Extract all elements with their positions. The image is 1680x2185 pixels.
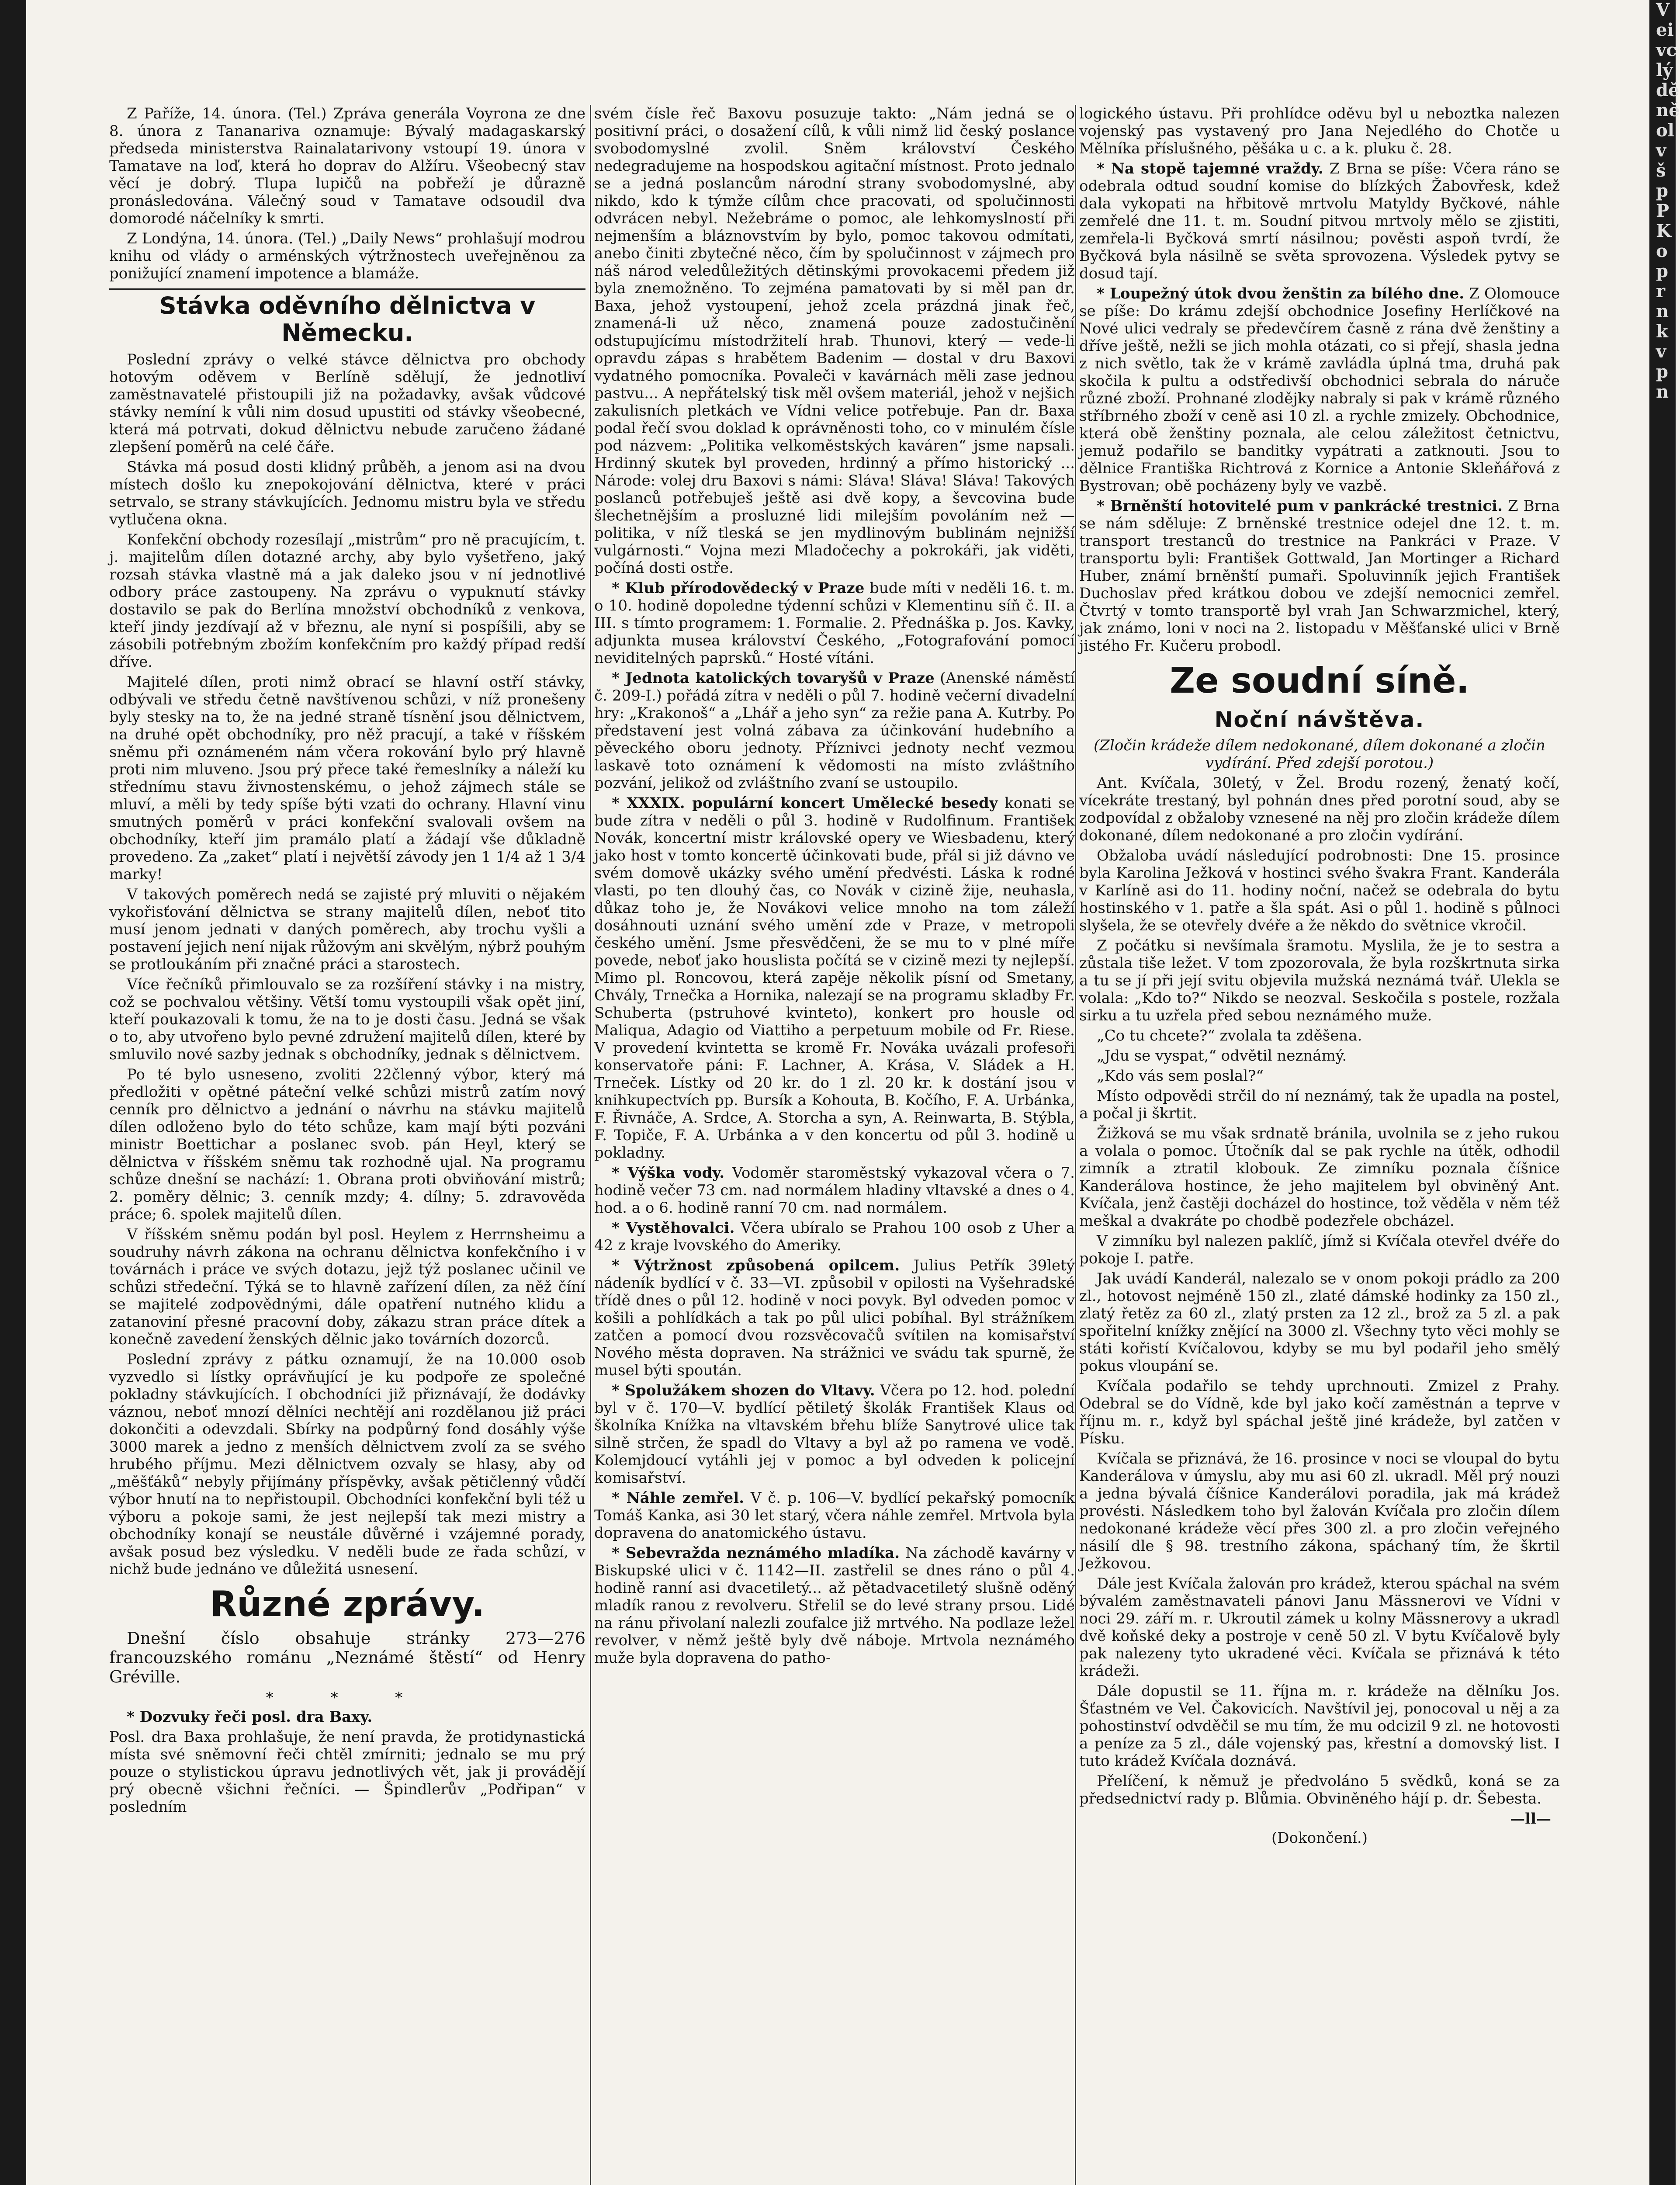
item-title: * XXXIX. populární koncert Umělecké besedy [612, 794, 998, 812]
article-paragraph: Kvíčala podařilo se tehdy uprchnouti. Zmizel z Prahy. Odebral se do Vídně, kde byl jako kočí zaměstnán a teprve v říjnu m. r., když byl spáchal ještě jiné krádeže, byl zatčen v Písku. [1079, 1377, 1560, 1447]
edge-char: ně [1656, 100, 1680, 121]
article-paragraph: Žižková se mu však srdnatě bránila, uvolnila se z jeho rukou a volala o pomoc. Útočník dal se pak rychle na útěk, odhodil zimník a ztratil klobouk. Ze zimníku poznala číšnice Kanderálova hostince, že jeho majitelem byl obviněný Ant. Kvíčala, jenž častěji docházel do hostince, tož věděla v něm též meškal a dvakráte po chodbě podezřele obcházel. [1079, 1125, 1560, 1230]
article-paragraph: Ant. Kvíčala, 30letý, v Žel. Brodu rozený, ženatý kočí, vícekráte trestaný, byl pohnán dnes před porotní soud, aby se zodpovídal z obžaloby vznesené na něj pro zločin krádeže dílem dokonané, dílem nedokonané a pro zločin vydírání. [1079, 774, 1560, 844]
adjacent-page-edge [1656, 0, 1680, 2185]
edge-char: V [1656, 0, 1670, 20]
dialogue-line: „Jdu se vyspat,“ odvětil neznámý. [1097, 1047, 1347, 1065]
item-body: Z Olomouce se píše: Do krámu zdejší obchodnice Josefiny Herlíčkové na Nové ulici vedraly se předevčírem časně z rána dvě ženštiny a dříve ještě, nežli se jich mohla otázati, co si přejí, shasla jedna z nich světlo, tak že v krámě zavládla úplná tma, druhá pak skočila k pultu a odstředivší obchodnici sebrala do náruče různé zboží. Prohnané zlodějky nabraly si pak v krámě různého stříbrného zboží v ceně asi 10 zl. a rychle zmizely. Obchodnice, která obě ženštiny poznala, ale celou záležitost četnictvu, jemuž podařilo se banditky vypátrati a zatknouti. Jsou to dělnice Františka Richtrová z Kornice a Antonie Skleňářová z Bystrovan; obě pocházeny byly ve vazbě. [1079, 285, 1560, 495]
edge-char: ei [1656, 20, 1674, 40]
item-title: * Brněnští hotovitelé pum v pankrácké trestnici. [1097, 497, 1503, 515]
edge-char: k [1656, 321, 1668, 342]
article-paragraph: Poslední zprávy z pátku oznamují, že na 10.000 osob vyzvedlo si lístky oprávňující je ku podpoře ze společné pokladny stávkujících. I obchodníci již přiznávají, že dodávky váznou, neboť mnozí dělníci nechtějí ani rozdělanou již práci dokončiti a odevzdali. Sbírky na podpůrný fond dosáhly výše 3000 marek a jedno z menších dělnictvem zvolí za se svého hrubého příjmu. Mezi dělnictvem ozvaly se hlasy, aby od „měšťáků“ nebyly přijímány příspěvky, avšak pětičlenný vůdčí výbor hnutí na to nepřistoupil. Obchodníci konfekční byli též u výboru a pokoje sami, že jest nejlepší tak mezi mistry a obchodníky konají se neustále důvěrné i vzájemné porady, avšak posud bez výsledku. V neděli bude ze řada schůzí, v nichž bude jednáno ve důležitá usnesení. [109, 1351, 585, 1578]
article-paragraph: Konfekční obchody rozesílají „mistrům“ pro ně pracujícím, t. j. majitelům dílen dotazné archy, aby bylo vyšetřeno, jaký rozsah stávka vlastně má a jak daleko jsou v ní jednotlivé odbory práce zastoupeny. Na zprávu o vypuknutí stávky dostavilo se pak do Berlína množství obchodníků z venkova, kteří jindy jezdívají až v březnu, ale nyní si pospíšili, aby se zásobili potřebným zbožím konfekčním pro každý případ redší dříve. [109, 531, 585, 671]
item-body: Včera po 12. hod. polední byl v č. 170—V. bydlící pětiletý školák František Klaus od školníka Knížka na vltavském břehu blíže Sanytrové ulice tak silně strčen, že spadl do Vltavy a byl až po ramena ve vodě. Kolemjdoucí vytáhli jej v pomoc a byl odveden k policejní komisařství. [594, 1382, 1075, 1487]
item-title: * Vystěhovalci. [612, 1219, 735, 1237]
item-body: konati se bude zítra v neděli o půl 3. hodině v Rudolfinum. František Novák, koncertní mistr královské opery ve Wiesbadenu, který jako host v tomto koncertě účinkovati bude, přál si již dávno ve svém domově ukázky svého umění předvésti. Láska k rodné vlasti, po ten dlouhý čas, co Novák v cizině žije, neuhasla, důkaz toho je, že Novákovi velice mnoho na tom záleží dosáhnouti uznání svého umění zde v Praze, v metropoli českého umění. Jsme přesvědčeni, že se mu to v plné míře povede, neboť jako houslista počítá se v cizině mezi ty nejlepší. Mimo pl. Roncovou, která zapěje několik písní od Smetany, Chvály, Trnečka a Hornika, nalezají se na programu skladby Fr. Schuberta (pstruhové kvinteto), konkert pro housle od Maliqua, Adagio od Viattiho a perpetuum mobile od Fr. Riese. V provedení kvintetta se kromě Fr. Nováka uvázali profesoři konservatoře páni: F. Lachner, A. Krása, V. Sládek a H. Trneček. Lístky od 20 kr. do 1 zl. 20 kr. k dostání jsou v knihkupectvích pp. Bursík a Kohouta, B. Kočího, F. A. Urbánka, F. Řivnáče, A. Srdce, A. Storcha a syn, A. Reinwarta, B. Stýbla, F. Topiče, F. A. Urbánka a v den koncertu od půl 3. hodině u pokladny. [594, 794, 1075, 1162]
column-rule [590, 105, 591, 2185]
edge-char: v [1656, 140, 1666, 161]
item-body: Z Brna se píše: Včera ráno se odebrala odtud soudní komise do blízkých Žabovřesk, kdež dala vykopati na hřbitově mrtvolu Matyldy Byčkové, náhle zemřelé dne 11. t. m. Soudní pitvou mrtvoly mělo se zjistiti, zemřela-li Byčková smrtí násilnou; pověsti aspoň tvrdí, že Byčková byla násilně se světa sprovozena. Výsledek pytvy se dosud tají. [1079, 160, 1560, 282]
item-body: Vodoměr staroměstský vykazoval včera o 7. hodině večer 73 cm. nad normálem hladiny vltavské a dnes o 4. hod. a o 6. hodině ranní 70 cm. nad normálem. [594, 1164, 1075, 1217]
edge-char: ol [1656, 120, 1674, 141]
edge-char: n [1656, 382, 1669, 402]
item-title: * Dozvuky řeči posl. dra Baxy. [127, 1708, 373, 1726]
item-title: * Výška vody. [612, 1164, 725, 1182]
dialogue-line: „Co tu chcete?“ zvolala ta zděšena. [1097, 1027, 1362, 1044]
item-title: * Náhle zemřel. [612, 1489, 745, 1507]
edge-char: v [1656, 341, 1666, 362]
continuation-note: (Dokončení.) [1271, 1829, 1368, 1847]
item-body: bude míti v neděli 16. t. m. o 10. hodině dopoledne týdenní schůzi v Klementinu síň č. II. a III. s tímto programem: 1. Formalie. 2. Přednáška p. Jos. Kavky, adjunkta musea království Českého, „Fotografování pomocí neviditelných paprsků.“ Hosté vítáni. [594, 579, 1075, 667]
headline-strike: Stávka oděvního dělnictva v Německu. [109, 288, 585, 347]
article-paragraph: Přelíčení, k němuž je předvoláno 5 svědků, koná se za předsednictví rady p. Blůmia. Obviněného hájí p. dr. Šebesta. [1079, 1772, 1560, 1807]
asterism: * * * [266, 1689, 429, 1706]
column-1 [109, 105, 585, 2185]
edge-char: p [1656, 361, 1668, 382]
item-title: * Sebevražda neznámého mladíka. [612, 1544, 900, 1562]
item-body: Posl. dra Baxa prohlašuje, že není pravda, že protidynastická místa své sněmovní řeči chtěl zmírniti; jednalo se mu prý pouze o stylistickou úpravu jednotlivých vět, jak ji provádějí prý obecně všichni řečníci. — Špindlerův „Podřipan“ v posledním [109, 1728, 585, 1816]
article-paragraph: V zimníku byl nalezen paklíč, jímž si Kvíčala otevřel dvéře do pokoje I. patře. [1079, 1232, 1560, 1267]
item-title: * Klub přírodovědecký v Praze [612, 579, 865, 597]
column-rule [1075, 105, 1076, 2185]
article-paragraph: Obžaloba uvádí následující podrobnosti: Dne 15. prosince byla Karolina Ježková v hostinci svého švakra Frant. Kanderála v Karlíně asi do 11. hodiny noční, načež se odebrala do bytu hostinského v 1. patře a šla spát. Asi o půl 1. hodině s půlnoci slyšela, že se otevřely dvéře a že někdo do světnice vkročil. [1079, 847, 1560, 934]
article-paragraph: Poslední zprávy o velké stávce dělnictva pro obchody hotovým oděvem v Berlíně sdělují, že jednotliví zaměstnavatelé přistoupili již na požadavky, avšak vůdcové stávky nemíní k vůli nim dosud upustiti od stávky všeobecné, která má potrvati, dokud dělnictvu nebude zaručeno žádané zlepšení poměrů na celé čáře. [109, 351, 585, 456]
article-paragraph: Dále dopustil se 11. října m. r. krádeže na dělníku Jos. Šťastném ve Vel. Čakovicích. Navštívil jej, ponocoval u něj a za pohostinství odvděčil se mu tím, že mu odcizil 9 zl. ne hotovosti a peníze za 5 zl., dále vojenský pas, křestní a domovský list. I tuto krádež Kvíčala doznává. [1079, 1682, 1560, 1770]
item-title: * Na stopě tajemné vraždy. [1097, 160, 1323, 177]
scan-border-left [0, 0, 26, 2185]
article-paragraph: Více řečníků přimlouvalo se za rozšíření stávky i na mistry, což se pochvalou většiny. Větší tomu vystoupili však opět jiní, kteří poukazovali k tomu, že na to je dosti času. Jedná se však o to, aby utvořeno bylo pevné združení majitelů dílen, které by smluvilo nové sazby jednak s obchodníky, jednak s dělnictvem. [109, 976, 585, 1063]
article-paragraph: V takových poměrech nedá se zajisté prý mluviti o nějakém vykořisťování dělnictva se strany majitelů dílen, neboť tito musí jenom jednati v daných poměrech, aby trochu vyšli a postavení jejich není nijak růžovým ani skvělým, nýbrž pouhým se protloukáním při značné práci a starostech. [109, 886, 585, 973]
edge-char: K [1656, 221, 1671, 241]
article-paragraph: Jak uvádí Kanderál, nalezalo se v onom pokoji prádlo za 200 zl., hotovost nejméně 150 zl., zlaté dámské hodinky za 150 zl., zlatý řetěz za 60 zl., zlatý prsten za 12 zl., brož za 5 zl. a pak spořitelní knížky znějící na 3000 zl. Všechny tyto věci mohly se státi kořistí Kvíčalovou, kdyby se mu byl podařil jeho smělý pokus vloupání se. [1079, 1270, 1560, 1375]
author-signature: —ll— [1510, 1810, 1551, 1828]
edge-char: r [1656, 281, 1666, 302]
edge-char: p [1656, 261, 1668, 281]
article-paragraph: Po té bylo usneseno, zvoliti 22členný výbor, který má předložiti v opětné páteční velké schůzi mistrů zatím nový cenník pro dělnictvo a jednání o návrhu na stávku majitelů dílen odloženo bylo do této schůze, kam mají býti pozváni ministr Boettichar a poslanec svob. pán Heyl, který se dělnictva v říšském sněmu tak rozhodně ujal. Na programu schůze dnešní se nachází: 1. Obrana proti obviňování mistrů; 2. poměry dělnic; 3. cenník mzdy; 4. dílny; 5. zdravověda práce; 6. spolek majitelů dílen. [109, 1066, 585, 1223]
news-paris: Z Paříže, 14. února. (Tel.) Zpráva generála Voyrona ze dne 8. února z Tananariva oznamuje: Bývalý madagaskarský předseda ministerstva Rainalatarivony vstoupí 19. února v Tamatave na loď, která ho doprav do Alžíru. Všeobecný stav věcí je dobrý. Tlupa lupičů na pobřeží je důrazně pronásledována. Válečný soud v Tamatave odsoudil dva domorodé náčelníky k smrti. [109, 105, 585, 227]
article-paragraph: logického ústavu. Při prohlídce oděvu byl u neboztka nalezen vojenský pas vystavený pro Jana Nejedlého do Chotče u Mělníka příslušného, pěšáka u c. a k. pluku č. 28. [1079, 105, 1560, 157]
case-summary: (Zločin krádeže dílem nedokonané, dílem dokonané a zločin vydírání. Před zdejší porotou.) [1094, 737, 1545, 772]
item-body: Na záchodě kavárny v Biskupské ulici v č. 1142—II. zastřelil se dnes ráno o půl 4. hodině ranní asi dvacetiletý... až pětadvacetiletý slušně oděný mladík ranou z revolveru. Střelil se do levé strany prsou. Lidé na ránu přivolaní nalezli zoufalce již mrtvého. Na podlaze ležel revolver, v němž ještě byly dvě náboje. Mrtvola neznámého muže byla dopravena do patho- [594, 1544, 1075, 1667]
edge-char: P [1656, 201, 1670, 221]
item-title: * Loupežný útok dvou ženštin za bílého dne. [1097, 285, 1465, 302]
article-paragraph: V říšském sněmu podán byl posl. Heylem z Herrnsheimu a soudruhy návrh zákona na ochranu dělnictva konfekčního i v továrnách i práce ve svých dotazu, jejž týž poslanec učinil ve schůzi středeční. Týká se to hlavně zařízení dílen, za něž číní se majitelé zodpovědnými, dále opatření nutného klidu a zatanoviní přesné pracovní doby, zákazu stran práce dítek a konečně zavedení ženských dělnic jako továrních dozorců. [109, 1226, 585, 1348]
subheading-nocni-navsteva: Noční návštěva. [1214, 707, 1425, 732]
edge-char: p [1656, 180, 1668, 201]
edge-char: vc [1656, 40, 1677, 60]
article-paragraph: svém čísle řeč Baxovu posuzuje takto: „Nám jedná se o positivní práci, o dosažení cílů, k vůli nimž lid český poslance svobodomyslné zvolil. Sněm království Českého nedegradujeme na hospodskou agitační místnost. Proto jednalo se a jedná poslancům národní strany svobodomyslné, aby nikdo, kdo k týmže cílům chce pracovati, od spolučinnosti odvrácen nebyl. Nežebráme o pomoc, ale lehkomyslností při nejmenším a bláznovstvím by bylo, pomoc takovou odmítati, anebo činiti zbytečné něco, čím by spolučinnost v zájmech pro náš národ veledůležitých dětinskými provokacemi předem již byla znemožněno. To zejména pamatovati by si měl pan dr. Baxa, jehož vystoupení, jehož zcela prázdná jinak řeč, znamená-li už něco, znamená pouze zadostučinění odstupujícímu místodržitelí hrab. Thunovi, který — vede-li opravdu zápas s hrabětem Badenim — dostal v dru Baxovi vydatného pomocníka. Povaleči v kavárnách měli zase jednou pastvu... A nepřátelský tisk měl ovšem materiál, jehož v nejšich zakulisních pletkách ve Vídni velice potřebuje. Pan dr. Baxa podal řečí svou doklad k oprávněnosti toho, co v minulém čísle pod názvem: „Politika velkoměstských kaváren“ jsme napsali. Hrdinný skutek byl proveden, hrdinný a přímo historický ... Národe: volej dru Baxovi s námi: Sláva! Sláva! Sláva! Takových poslanců potřebuješ ještě asi dvě kopy, a ševcovina bude šlechetnějším a prosluzné lidi milejším povoláním než — politika, v níž tleská se jen mydlinovým bublinám nejnižší vulgárnosti.“ Vojna mezi Mladočechy a pokrokáři, jak viděti, počíná dosti ostře. [594, 105, 1075, 577]
article-paragraph: Kvíčala se přiznává, že 16. prosince v noci se vloupal do bytu Kanderálova v úmyslu, aby mu asi 60 zl. ukradl. Měl prý nouzi a jedna bývalá číšnice Kanderálovi poradila, jak má krádež provésti. Následkem toho byl žalován Kvíčala pro zločin dílem nedokonané krádeže věcí přes 300 zl. a pro zločin veřejného násilí dle § 98. trestního zákona, spáchaný tím, že škrtil Ježkovou. [1079, 1450, 1560, 1572]
item-body: (Anenské náměstí č. 209-I.) pořádá zítra v neděli o půl 7. hodině večerní divadelní hry: „Krakonoš“ a „Lhář a jeho syn“ za režie pana A. Kutrby. Po představení jest volná zábava za účinkování hudebního a pěveckého oboru jednoty. Příznivci jednoty nechť vezmou laskavě toto oznámení k vědomosti na místo zvláštního pozvání, jelikož od zvláštního zvaní se ustoupilo. [594, 669, 1075, 792]
article-paragraph: Z počátku si nevšímala šramotu. Myslila, že je to sestra a zůstala tiše ležet. V tom zpozorovala, že byla rozškrtnuta sirka a tu se jí při její svitu objevila mužská neznámá tvář. Ulekla se volala: „Kdo to?“ Nikdo se neozval. Seskočila s postele, rozžala sirku a tu uzřela před sebou neznámého muže. [1079, 937, 1560, 1024]
item-title: * Jednota katolických tovaryšů v Praze [612, 669, 935, 687]
edge-char: dě [1656, 80, 1680, 101]
article-paragraph: Místo odpovědi strčil do ní neznámý, tak že upadla na postel, a počal ji škrtit. [1079, 1087, 1560, 1122]
item-title: * Spolužákem shozen do Vltavy. [612, 1382, 875, 1399]
dialogue-line: „Kdo vás sem poslal?“ [1097, 1067, 1264, 1085]
item-body: Včera ubíralo se Prahou 100 osob z Uher a 42 z kraje lvovského do Ameriky. [594, 1219, 1075, 1254]
article-paragraph: Stávka má posud dosti klidný průběh, a jenom asi na dvou místech došlo ku znepokojování dělnictva, které v práci setrvalo, se strany stávkujících. Jednomu mistru byla ve středu vytlučena okna. [109, 458, 585, 528]
item-body: Julius Petřík 39letý nádeník bydlící v č. 33—VI. způsobil v opilosti na Vyšehradské třídě dnes o půl 12. hodině v noci povyk. Byl odveden pomoc v košili a pohlídkách a tak po půl ulici pobíhal. Byl strážníkem zatčen a pomocí dvou rozsvěcovačů svítilen na komisařství Nového města dopraven. Na strážnici ve svádu tak spurně, že musel býti spoután. [594, 1257, 1075, 1379]
article-paragraph: Dále jest Kvíčala žalován pro krádež, kterou spáchal na svém bývalém zaměstnavateli pánovi Janu Mässnerovi ve Vídni v noci 29. září m. r. Ukroutil zámek u kolny Mässnerovy a ukradl dvě koňské deky a postroje v ceně 50 zl. V bytu Kvíčalově byly pak nalezeny tyto ukradené věci. Kvíčala se přiznává k této krádeži. [1079, 1575, 1560, 1680]
edge-char: o [1656, 241, 1668, 261]
section-heading-ruzne-zpravy: Různé zprávy. [210, 1584, 485, 1624]
section-heading-soudni-sin: Ze soudní síně. [1170, 660, 1469, 701]
item-title: * Výtržnost způsobená opilcem. [612, 1257, 900, 1274]
novel-notice: Dnešní číslo obsahuje stránky 273—276 francouzského románu „Neznámé štěstí“ od Henry Gréville. [109, 1629, 585, 1686]
item-body: V č. p. 106—V. bydlící pekařský pomocník Tomáš Kanka, asi 30 let starý, včera náhle zemřel. Mrtvola byla dopravena do anatomického ústavu. [594, 1489, 1075, 1542]
article-paragraph: Majitelé dílen, proti nimž obrací se hlavní ostří stávky, odbývali ve středu četně navštívenou schůzi, v níž pronešeny byly stesky na to, že na jedné straně tísnění jsou dělnictvem, na druhé opět obchodníky, pro něž pracují, a také v říšském sněmu při oznámeném nám včera rokování bylo prý hlavně proti nim mluveno. Jsou prý přece také řemeslníky a náleží ku střednímu stavu živnostenskému, o jehož zájmech stále se mluví, a měli by tedy spíše býti vzati do ochrany. Hlavní vinu smutných poměrů v práci konfekční svalovali ovšem na obchodníky, kteří jim pramálo platí a žádají vše důkladně provedeno. Za „zaket“ platí i největší závody jen 1 1/4 až 1 3/4 marky! [109, 673, 585, 883]
column-3 [1079, 105, 1560, 2185]
news-london: Z Londýna, 14. února. (Tel.) „Daily News“ prohlašují modrou knihu od vlády o arménských výtržnostech uveřejněnou za ponižující znamení impotence a blamáže. [109, 230, 585, 282]
item-body: Z Brna se nám sděluje: Z brněnské trestnice odejel dne 12. t. m. transport trestanců do trestnice na Pankráci v Praze. V transportu byli: František Gottwald, Jan Mortinger a Richard Huber, známí brněnští pumaři. Spoluvinník jejich František Duchoslav před krátkou dobou ve zdejší nemocnici zemřel. Čtvrtý v tomto transportě byl vrah Jan Schwarzmichel, který, jak známo, loni v noci na 2. listopadu v Měšťanské ulici v Brně jistého Fr. Kučeru probodl. [1079, 497, 1560, 655]
edge-char: n [1656, 301, 1669, 322]
column-2 [594, 105, 1075, 2185]
edge-char: š [1656, 160, 1666, 181]
edge-char: lý [1656, 60, 1673, 80]
